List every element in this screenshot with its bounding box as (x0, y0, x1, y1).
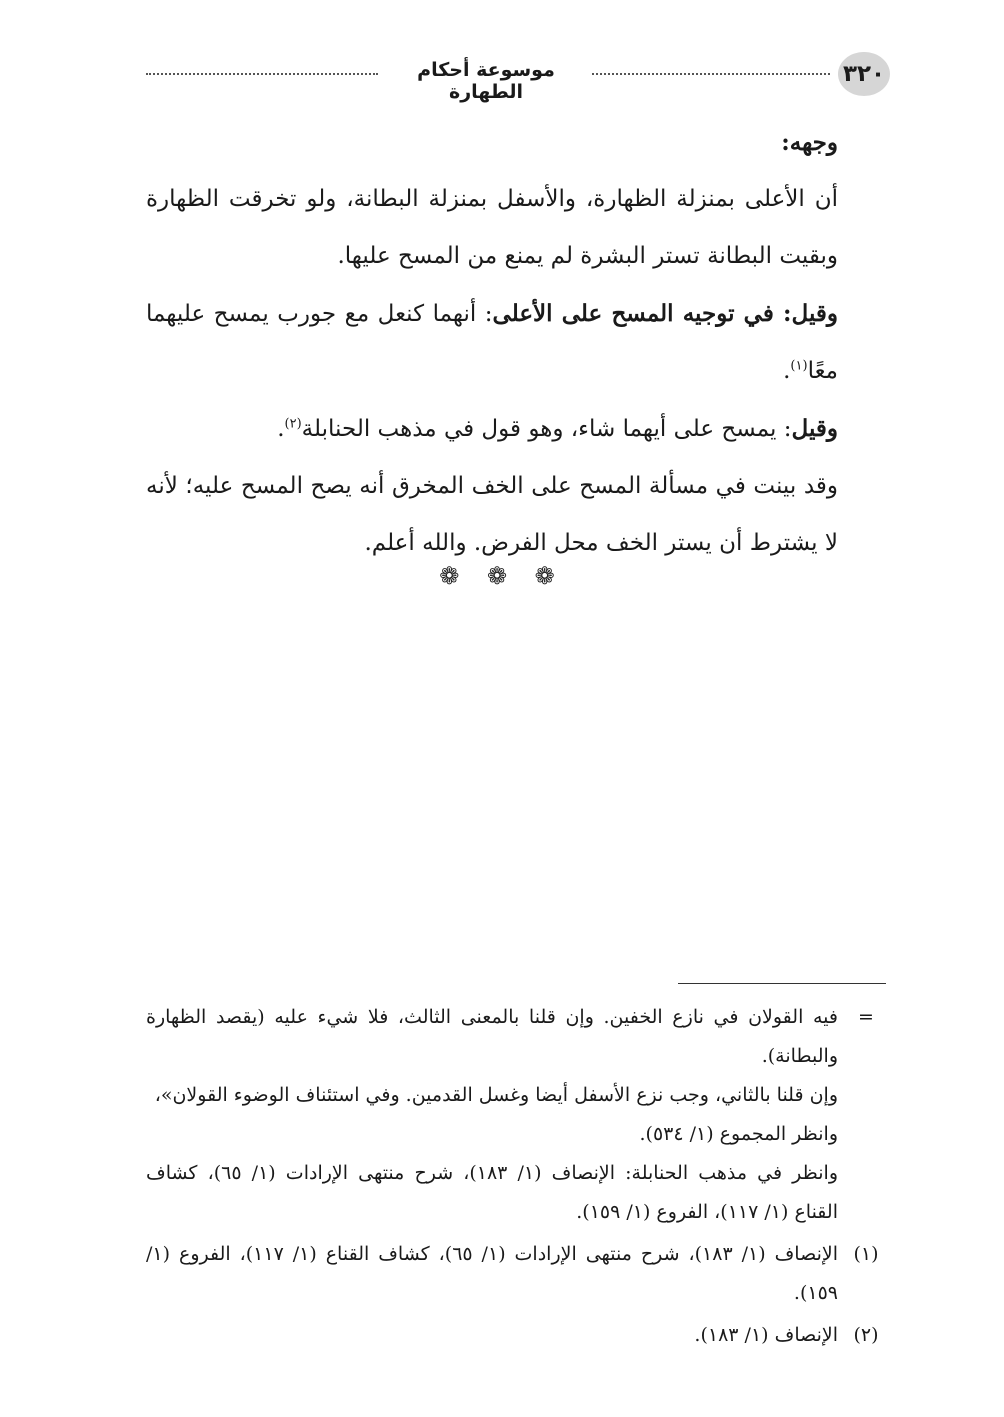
paragraph-2-label: وقيل: في توجيه المسح على الأعلى (492, 300, 838, 327)
footnote-ref-2[interactable]: (٢) (284, 416, 302, 432)
footnote-continuation-line: وانظر في مذهب الحنابلة: الإنصاف (١/ ١٨٣)، شرح منتهى الإرادات (١/ ٦٥)، كشاف القناع (١/ ١١٧)، الفروع (١/ ١٥٩). (146, 1162, 838, 1223)
footnote-continuation (146, 998, 890, 1232)
footnote-continuation-line: وانظر المجموع (١/ ٥٣٤). (639, 1123, 838, 1145)
footnote-2-mark: (٢) (853, 1324, 879, 1346)
paragraph-2 (146, 285, 890, 400)
section-ornament: ❁ ❁ ❁ (439, 562, 565, 590)
footnote-1-text: الإنصاف (١/ ١٨٣)، شرح منتهى الإرادات (١/ ٦٥)، كشاف القناع (١/ ١١٧)، الفروع (١/ ١٥٩). (146, 1243, 838, 1304)
header-dotted-rule-right (592, 73, 830, 75)
paragraph-3-text: : يمسح على أيهما شاء، وهو قول في مذهب الحنابلة (301, 416, 792, 442)
footnote-2 (146, 1316, 890, 1355)
paragraph-4: وقد بينت في مسألة المسح على الخف المخرق أنه يصح المسح عليه؛ لأنه لا يشترط أن يستر الخف محل الفرض. والله أعلم. (146, 473, 838, 556)
footnote-separator (678, 983, 886, 984)
footnote-ref-1[interactable]: (١) (790, 358, 808, 374)
book-title: موسوعة أحكام الطهارة (417, 59, 555, 103)
footnotes (146, 998, 890, 1358)
paragraph-3-label: وقيل (791, 415, 838, 442)
footnote-1 (146, 1235, 890, 1313)
page-header (146, 52, 890, 103)
continuation-mark: = (858, 1006, 874, 1028)
footnote-2-text: الإنصاف (١/ ١٨٣). (694, 1324, 838, 1346)
footnote-continuation-line: فيه القولان في نازع الخفين. وإن قلنا بالمعنى الثالث، فلا شيء عليه (يقصد الظهارة والبطانة). (146, 1006, 838, 1067)
footnote-continuation-line: وإن قلنا بالثاني، وجب نزع الأسفل أيضا وغسل القدمين. وفي استئناف الوضوء القولان»، (154, 1084, 838, 1106)
paragraph-1: أن الأعلى بمنزلة الظهارة، والأسفل بمنزلة البطانة، ولو تخرقت الظهارة وبقيت البطانة تستر البشرة لم يمنع من المسح عليها. (146, 186, 838, 269)
page-number: ٣٢٠ (838, 52, 890, 96)
section-heading: وجهه: (781, 129, 838, 156)
paragraph-3 (146, 400, 890, 458)
paragraph-3-end: . (277, 416, 285, 442)
main-text (146, 114, 890, 572)
paragraph-2-end: . (783, 358, 791, 384)
footnote-1-mark: (١) (853, 1243, 879, 1265)
header-dotted-rule-left (146, 73, 378, 75)
paragraph-2-text: : أنهما كنعل مع جورب يمسح عليهما معًا (146, 301, 838, 384)
